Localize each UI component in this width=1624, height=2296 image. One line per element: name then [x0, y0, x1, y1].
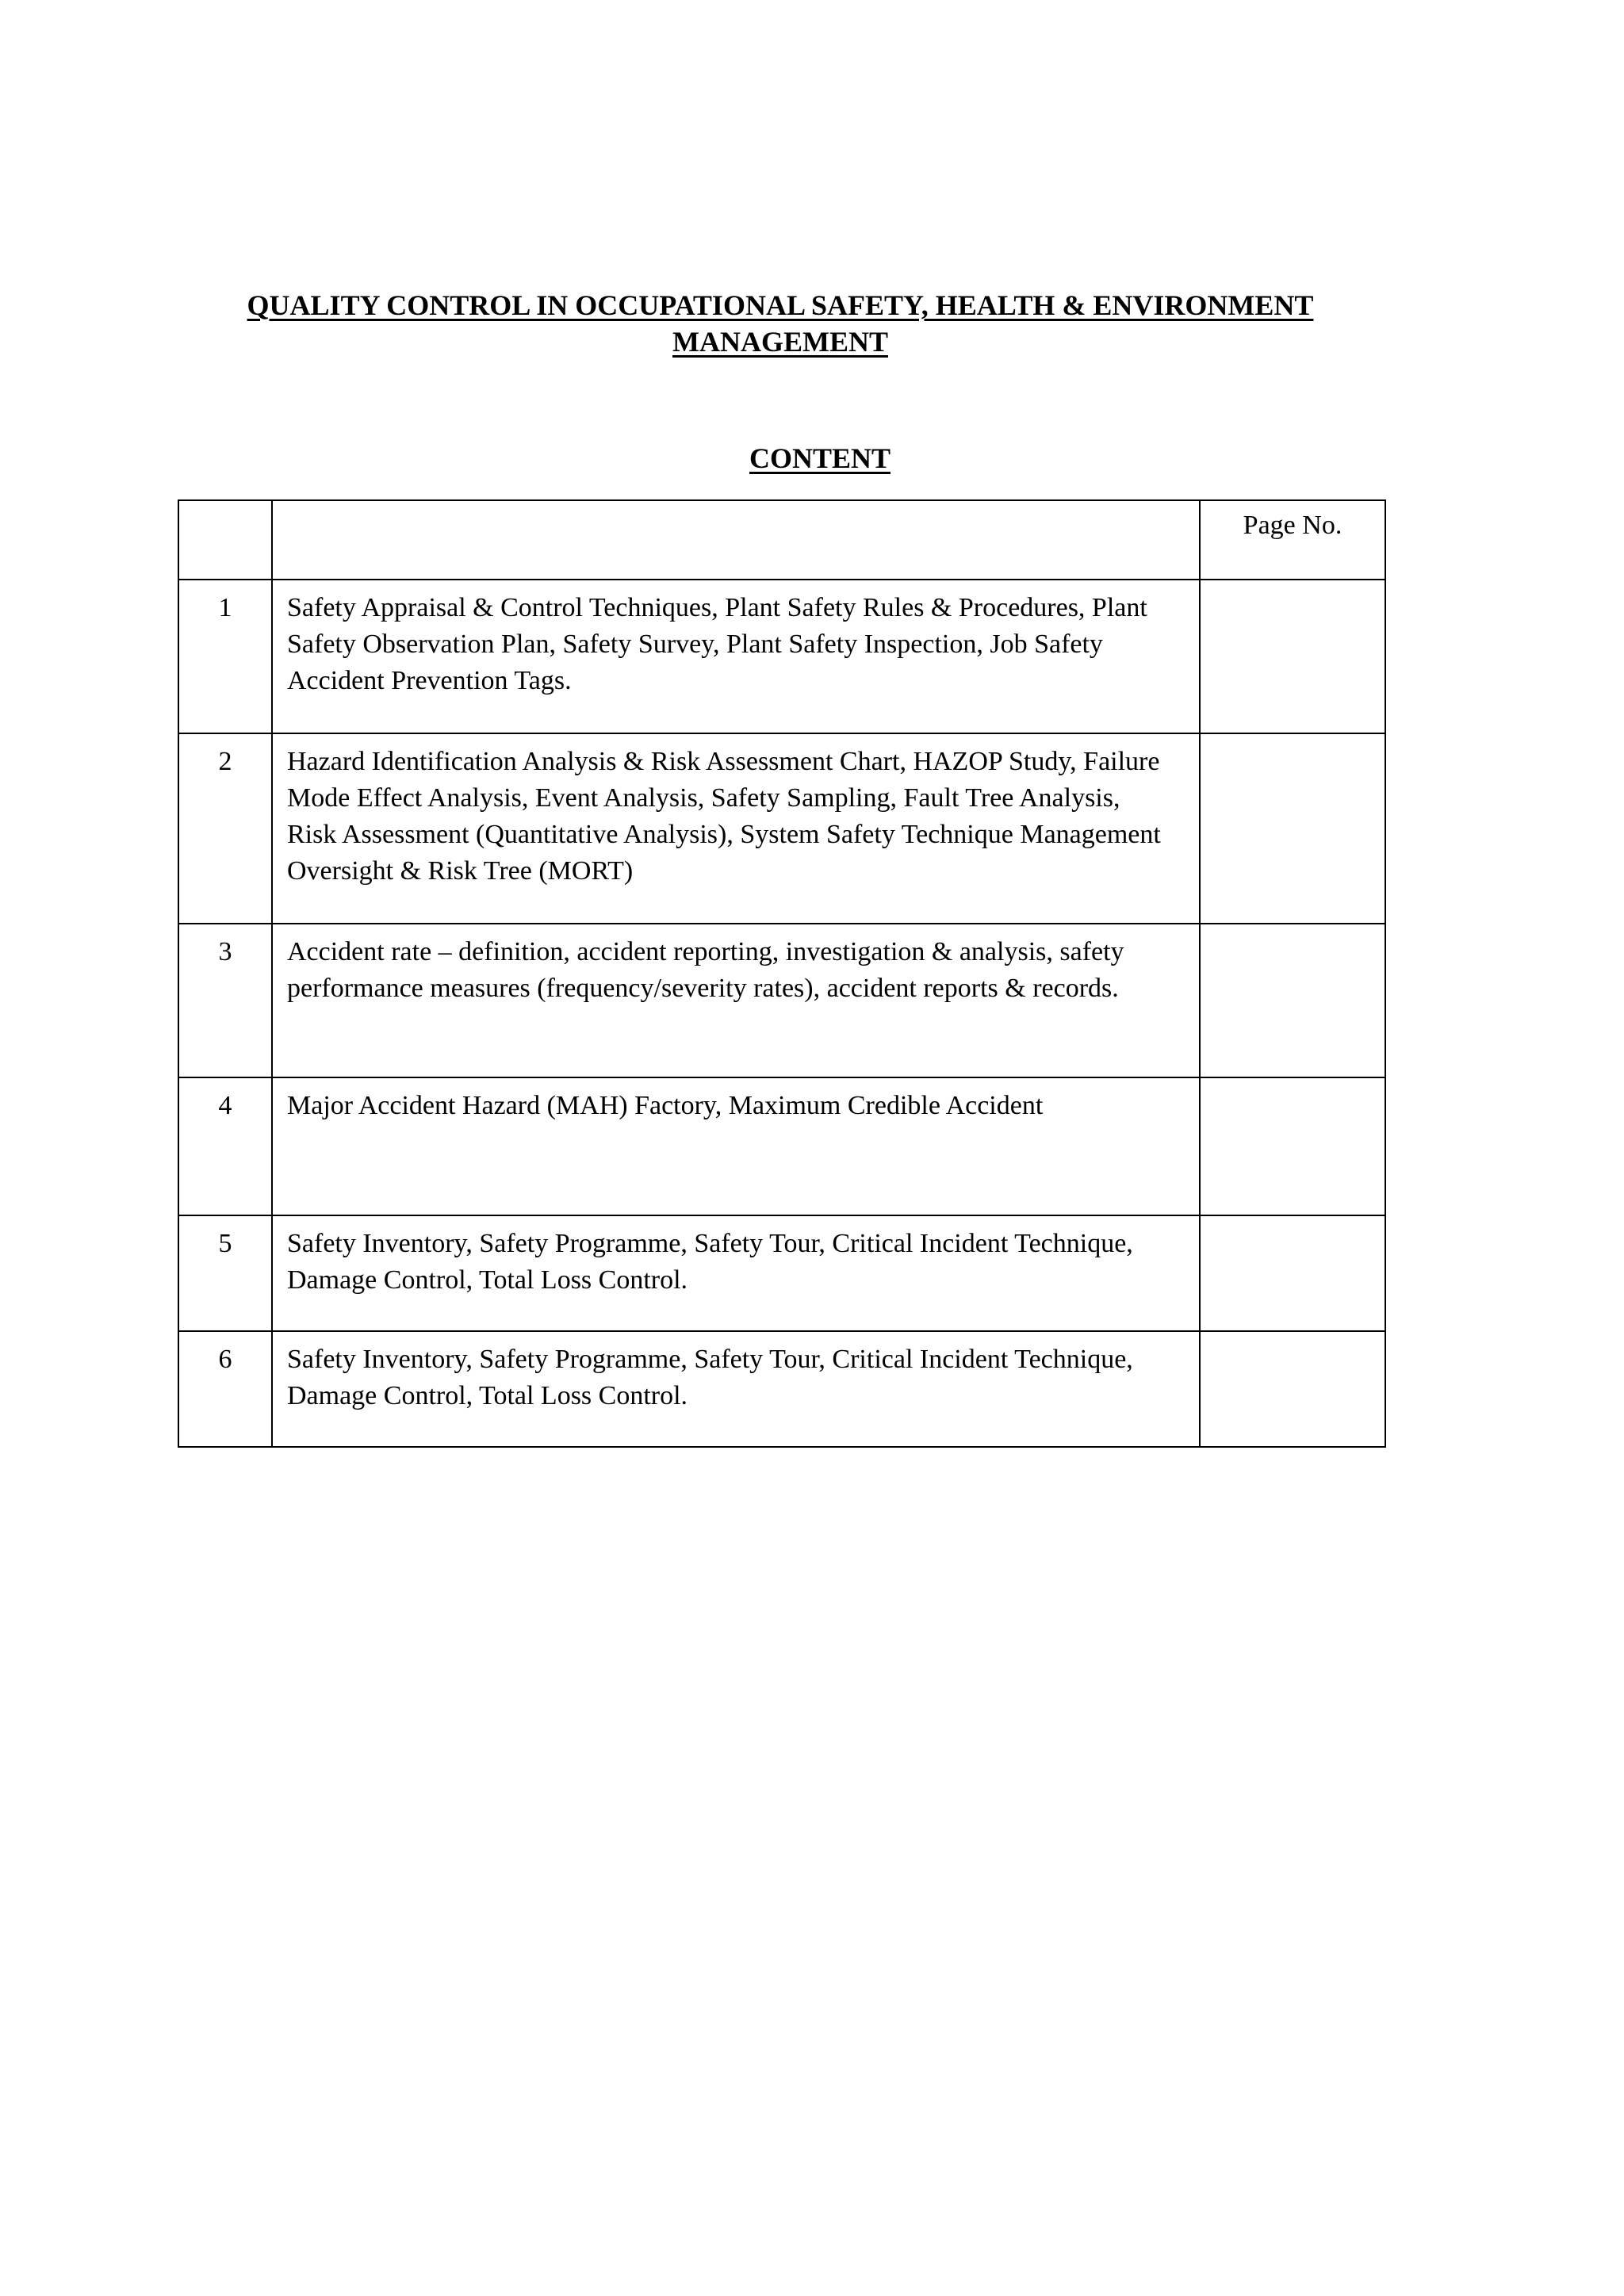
row-page-number — [1200, 733, 1385, 924]
row-number: 1 — [178, 580, 272, 733]
row-page-number — [1200, 1331, 1385, 1447]
row-number: 6 — [178, 1331, 272, 1447]
document-title-line-2: MANAGEMENT — [672, 326, 888, 358]
header-page-no-cell: Page No. — [1200, 500, 1385, 580]
row-topic: Major Accident Hazard (MAH) Factory, Maximum Credible Accident — [272, 1077, 1200, 1215]
row-page-number — [1200, 924, 1385, 1077]
table-row — [178, 1331, 1385, 1447]
row-number: 3 — [178, 924, 272, 1077]
row-page-number — [1200, 1077, 1385, 1215]
table-header-row — [178, 500, 1385, 580]
header-number-cell — [178, 500, 272, 580]
row-page-number — [1200, 1215, 1385, 1331]
document-title-line-1: QUALITY CONTROL IN OCCUPATIONAL SAFETY, HEALTH & ENVIRONMENT — [247, 289, 1314, 321]
row-page-number — [1200, 580, 1385, 733]
document-title — [178, 287, 1383, 360]
header-topic-cell — [272, 500, 1200, 580]
row-topic: Accident rate – definition, accident reporting, investigation & analysis, safety performance measures (frequency/severity rates), accident reports & records. — [272, 924, 1200, 1077]
row-topic: Safety Appraisal & Control Techniques, Plant Safety Rules & Procedures, Plant Safety Observation Plan, Safety Survey, Plant Safety Inspection, Job Safety Accident Prevention Tags. — [272, 580, 1200, 733]
table-row — [178, 1215, 1385, 1331]
row-topic: Safety Inventory, Safety Programme, Safety Tour, Critical Incident Technique, Damage Control, Total Loss Control. — [272, 1331, 1200, 1447]
content-heading: CONTENT — [749, 442, 891, 474]
row-number: 5 — [178, 1215, 272, 1331]
table-row — [178, 733, 1385, 924]
table-row — [178, 1077, 1385, 1215]
table-row — [178, 580, 1385, 733]
row-number: 2 — [178, 733, 272, 924]
row-number: 4 — [178, 1077, 272, 1215]
contents-table — [178, 499, 1386, 1448]
row-topic: Hazard Identification Analysis & Risk Assessment Chart, HAZOP Study, Failure Mode Effect Analysis, Event Analysis, Safety Sampling, Fault Tree Analysis, Risk Assessment (Quantitative Analysis), System Safety Technique Management Oversight & Risk Tree (MORT) — [272, 733, 1200, 924]
row-topic: Safety Inventory, Safety Programme, Safety Tour, Critical Incident Technique, Damage Control, Total Loss Control. — [272, 1215, 1200, 1331]
table-row — [178, 924, 1385, 1077]
